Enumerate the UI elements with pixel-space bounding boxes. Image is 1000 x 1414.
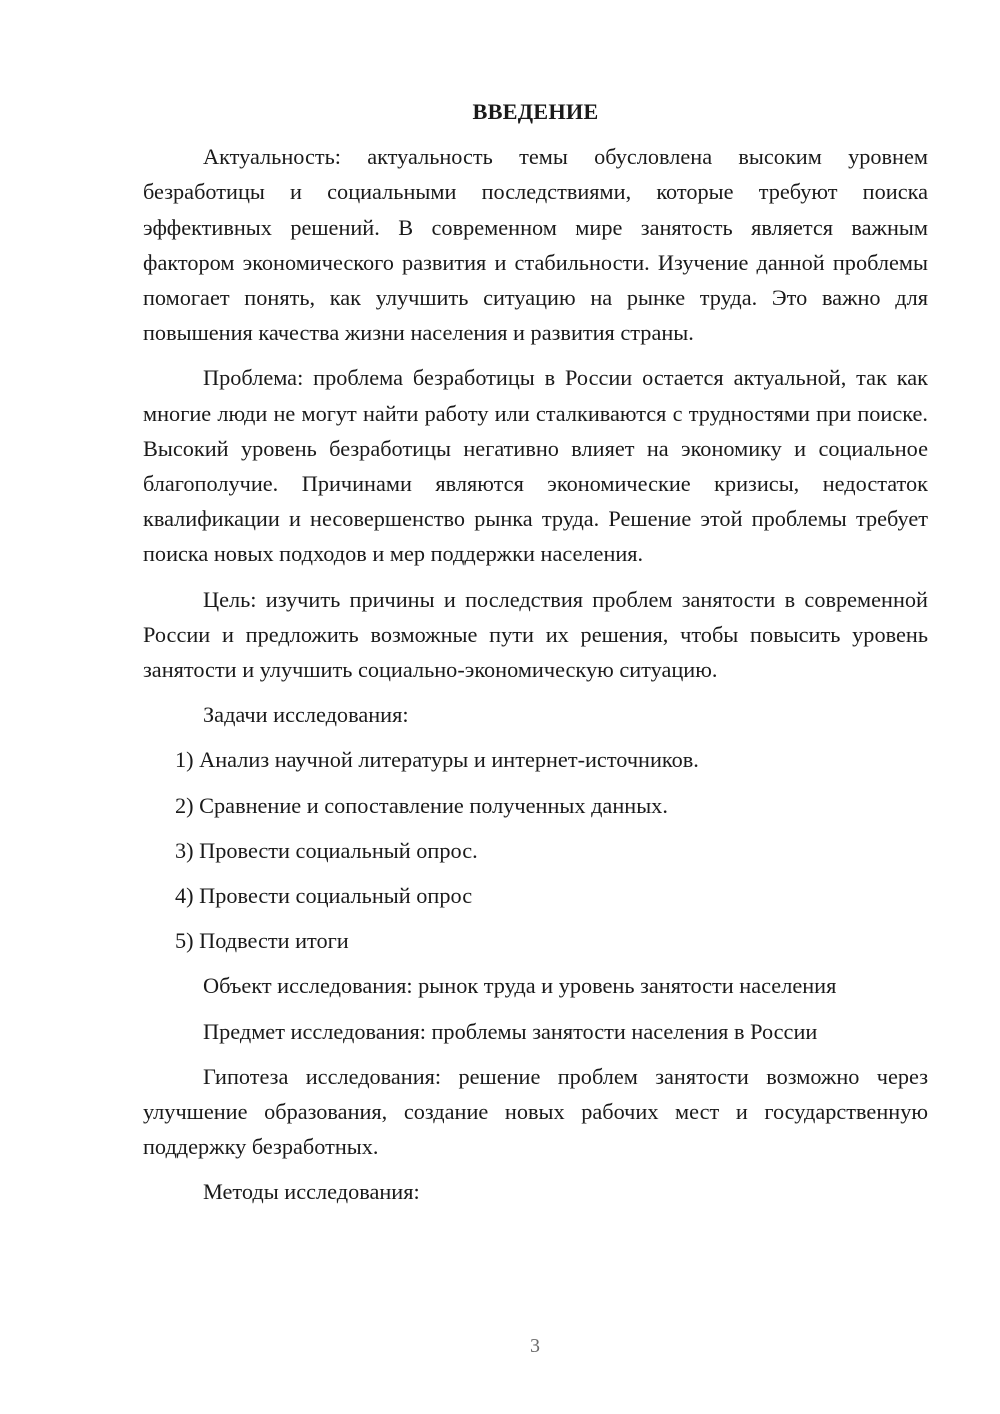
- relevance-paragraph: Актуальность: актуальность темы обусловлена высоким уровнем безработицы и социальными последствиями, которые требуют поиска эффективных решений. В современном мире занятость является важным фактором экономического развития и стабильности. Изучение данной проблемы помогает понять, как улучшить ситуацию на рынке труда. Это важно для повышения качества жизни населения и развития страны.: [143, 144, 928, 346]
- page-content: [143, 94, 928, 1220]
- section-title: ВВЕДЕНИЕ: [472, 99, 599, 124]
- goal-paragraph: Цель: изучить причины и последствия проблем занятости в современной России и предложить возможные пути их решения, чтобы повысить уровень занятости и улучшить социально-экономическую ситуацию.: [143, 586, 928, 683]
- research-object: Объект исследования: рынок труда и уровень занятости населения: [203, 973, 837, 999]
- tasks-heading: Задачи исследования:: [203, 702, 409, 728]
- problem-paragraph: Проблема: проблема безработицы в России остается актуальной, так как многие люди не могут найти работу или сталкиваются с трудностями при поиске. Высокий уровень безработицы негативно влияет на экономику и социальное благополучие. Причинами являются экономические кризисы, недостаток квалификации и несовершенство рынка труда. Решение этой проблемы требует поиска новых подходов и мер поддержки населения.: [143, 365, 928, 567]
- task-item: 3) Провести социальный опрос.: [175, 837, 478, 863]
- task-item: 1) Анализ научной литературы и интернет-источников.: [175, 747, 699, 773]
- tasks-list: [143, 742, 928, 958]
- research-subject: Предмет исследования: проблемы занятости населения в России: [203, 1018, 818, 1044]
- hypothesis-paragraph: Гипотеза исследования: решение проблем занятости возможно через улучшение образования, создание новых рабочих мест и государственную поддержку безработных.: [143, 1063, 928, 1160]
- task-item: 5) Подвести итоги: [175, 928, 349, 954]
- page-number: 3: [530, 1335, 540, 1357]
- task-item: 4) Провести социальный опрос: [175, 883, 473, 909]
- methods-heading: Методы исследования:: [203, 1179, 420, 1205]
- task-item: 2) Сравнение и сопоставление полученных данных.: [175, 792, 668, 818]
